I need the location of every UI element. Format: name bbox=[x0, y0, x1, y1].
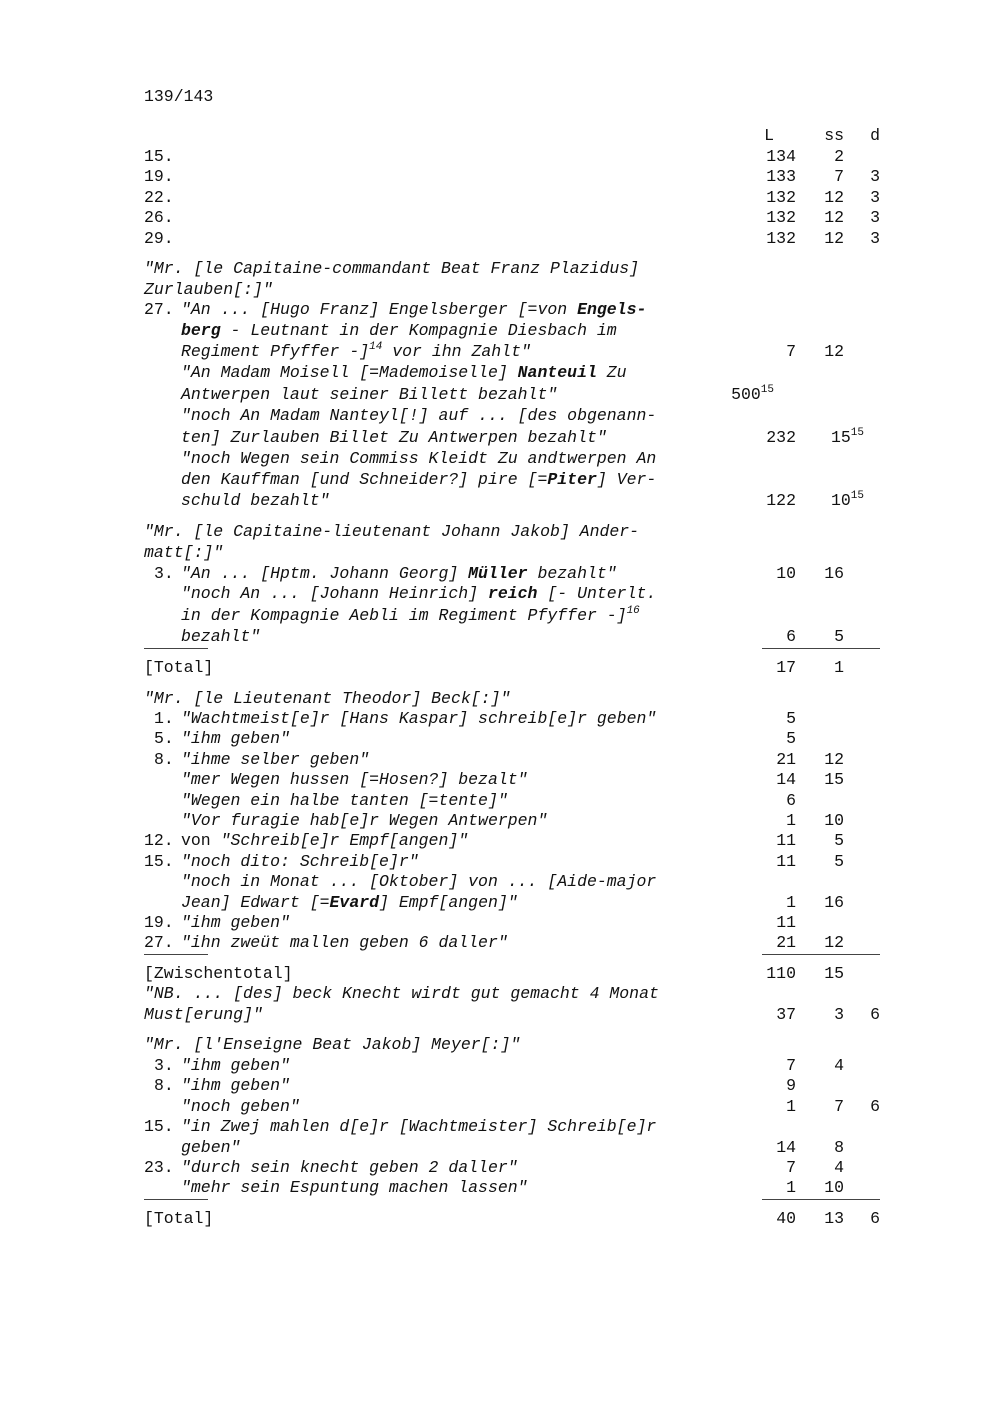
amount-deniers: 3 bbox=[870, 229, 880, 248]
entry-text bbox=[181, 605, 640, 626]
amount-sous: 13 bbox=[824, 1209, 844, 1228]
entry-text-part: ] Ver- bbox=[596, 470, 657, 489]
amount-livres: 17 bbox=[776, 658, 796, 677]
note-row bbox=[0, 983, 1000, 1004]
entry-text: "ihm geben" bbox=[181, 1056, 290, 1075]
day: 3. bbox=[154, 564, 174, 583]
short-rule bbox=[144, 648, 208, 649]
ledger-row bbox=[0, 1177, 1000, 1198]
amount-sous bbox=[800, 427, 864, 448]
entry-text: Antwerpen laut seiner Billett bezahlt" bbox=[181, 385, 558, 404]
page-reference-line bbox=[0, 86, 1000, 107]
day: 27. bbox=[144, 933, 174, 952]
amount-livres: 1 bbox=[786, 893, 796, 912]
ledger-row bbox=[0, 405, 1000, 426]
entry-text: "noch An Madam Nanteyl[!] auf ... [des obgenann- bbox=[181, 406, 657, 425]
ledger-row bbox=[0, 1116, 1000, 1137]
footnote-ref: 14 bbox=[369, 341, 383, 353]
name-bold: reich bbox=[487, 584, 538, 603]
entry-text-part: bezahlt" bbox=[527, 564, 617, 583]
name-bold: Piter bbox=[547, 470, 597, 489]
entry-text: "ihn zweüt mallen geben 6 daller" bbox=[181, 933, 508, 952]
ledger-row bbox=[0, 830, 1000, 851]
day: 8. bbox=[154, 750, 174, 769]
ledger-row bbox=[0, 448, 1000, 469]
day: 22. bbox=[144, 188, 174, 207]
amount-sous: 4 bbox=[834, 1158, 844, 1177]
entry-text: ten] Zurlauben Billet Zu Antwerpen bezahlt" bbox=[181, 428, 607, 447]
ledger-row bbox=[0, 299, 1000, 320]
entry-text bbox=[181, 892, 518, 913]
note-row bbox=[0, 1004, 1000, 1025]
amount-livres: 21 bbox=[776, 750, 796, 769]
page-reference: 139/143 bbox=[144, 87, 214, 106]
day: 27. bbox=[144, 300, 174, 319]
ledger-row bbox=[0, 228, 1000, 249]
entry-text bbox=[181, 563, 617, 584]
ledger-row bbox=[0, 871, 1000, 892]
ledger-row bbox=[0, 320, 1000, 341]
section-title: matt[:]" bbox=[144, 543, 224, 562]
amount-livres: 5 bbox=[786, 729, 796, 748]
entry-text-part: Regiment Pfyffer -] bbox=[181, 342, 370, 361]
section-title: Zurlauben[:]" bbox=[144, 280, 273, 299]
entry-text-part: "noch An ... [Johann Heinrich] bbox=[181, 584, 488, 603]
entry-text-part: "Schreib[e]r Empf[angen]" bbox=[220, 831, 469, 850]
column-header-row bbox=[0, 125, 1000, 146]
amount-sous: 16 bbox=[824, 564, 844, 583]
entry-text-part: Zu bbox=[596, 363, 627, 382]
amount-sous: 4 bbox=[834, 1056, 844, 1075]
ledger-row bbox=[0, 166, 1000, 187]
amount-livres: 6 bbox=[786, 791, 796, 810]
amount-sous: 12 bbox=[824, 750, 844, 769]
amount-livres: 10 bbox=[776, 564, 796, 583]
short-rule bbox=[144, 954, 208, 955]
ledger-row bbox=[0, 790, 1000, 811]
ledger-row bbox=[0, 892, 1000, 913]
entry-text bbox=[181, 830, 468, 851]
section-heading bbox=[0, 542, 1000, 563]
ledger-row bbox=[0, 1157, 1000, 1178]
amount-sous: 3 bbox=[834, 1005, 844, 1024]
ledger-row bbox=[0, 362, 1000, 383]
amount-value: 500 bbox=[731, 385, 761, 404]
amount-deniers: 3 bbox=[870, 167, 880, 186]
section-heading bbox=[0, 1034, 1000, 1055]
amount-value: 10 bbox=[830, 491, 851, 510]
amount-sous: 5 bbox=[834, 831, 844, 850]
section-heading bbox=[0, 688, 1000, 709]
amount-sous: 15 bbox=[824, 770, 844, 789]
amount-livres: 40 bbox=[776, 1209, 796, 1228]
entry-text bbox=[181, 583, 656, 604]
name-bold: Müller bbox=[468, 564, 528, 583]
amount-sous: 12 bbox=[824, 933, 844, 952]
entry-text-part: "An ... [Hugo Franz] Engelsberger [=von bbox=[181, 300, 578, 319]
amount-livres: 232 bbox=[766, 428, 796, 447]
entry-text: "mer Wegen hussen [=Hosen?] bezalt" bbox=[181, 770, 528, 789]
total-row bbox=[0, 657, 1000, 678]
amount-sous: 16 bbox=[824, 893, 844, 912]
day: 1. bbox=[154, 709, 174, 728]
entry-text bbox=[181, 320, 617, 341]
amount-livres: 7 bbox=[786, 1158, 796, 1177]
ledger-row bbox=[0, 469, 1000, 490]
amount-livres: 7 bbox=[786, 1056, 796, 1075]
section-heading bbox=[0, 521, 1000, 542]
amount-livres: 14 bbox=[776, 1138, 796, 1157]
amount-deniers: 6 bbox=[870, 1209, 880, 1228]
ledger-row bbox=[0, 583, 1000, 604]
ledger-row bbox=[0, 1137, 1000, 1158]
ledger-row bbox=[0, 207, 1000, 228]
ledger-row bbox=[0, 1075, 1000, 1096]
amount-livres: 21 bbox=[776, 933, 796, 952]
name-bold: Engels- bbox=[577, 300, 647, 319]
amount-livres: 14 bbox=[776, 770, 796, 789]
entry-text: schuld bezahlt" bbox=[181, 491, 330, 510]
entry-text: bezahlt" bbox=[181, 627, 261, 646]
ledger-row bbox=[0, 490, 1000, 511]
entry-text: "ihme selber geben" bbox=[181, 750, 370, 769]
section-title: "Mr. [le Lieutenant Theodor] Beck[:]" bbox=[144, 689, 511, 708]
amount-sous: 7 bbox=[834, 167, 844, 186]
day: 23. bbox=[144, 1158, 174, 1177]
note-text: "NB. ... [des] beck Knecht wirdt gut gemacht 4 Monat bbox=[144, 984, 659, 1003]
entry-text: "in Zwej mahlen d[e]r [Wachtmeister] Schreib[e]r bbox=[181, 1117, 657, 1136]
amount-sous: 10 bbox=[824, 811, 844, 830]
footnote-ref: 15 bbox=[760, 384, 774, 396]
amount-sous: 10 bbox=[824, 1178, 844, 1197]
section-title: "Mr. [le Capitaine-lieutenant Johann Jakob] Ander- bbox=[144, 522, 640, 541]
amount-sous: 12 bbox=[824, 208, 844, 227]
amount-sous: 12 bbox=[824, 342, 844, 361]
entry-text: "noch dito: Schreib[e]r" bbox=[181, 852, 419, 871]
amount-sous: 15 bbox=[824, 964, 844, 983]
footnote-ref: 15 bbox=[850, 490, 864, 502]
entry-text-part: den Kauffman [und Schneider?] pire [= bbox=[181, 470, 548, 489]
amount-livres: 132 bbox=[766, 188, 796, 207]
day: 15. bbox=[144, 1117, 174, 1136]
amount-livres: 133 bbox=[766, 167, 796, 186]
ledger-row bbox=[0, 810, 1000, 831]
entry-text-part: - Leutnant in der Kompagnie Diesbach im bbox=[220, 321, 617, 340]
ledger-row bbox=[0, 749, 1000, 770]
entry-text-part: "An Madam Moisell [=Mademoiselle] bbox=[181, 363, 518, 382]
entry-text: "ihm geben" bbox=[181, 729, 290, 748]
entry-text bbox=[181, 299, 646, 320]
amount-sous: 2 bbox=[834, 147, 844, 166]
total-row bbox=[0, 1208, 1000, 1229]
entry-text-part: von bbox=[181, 831, 221, 850]
entry-text-part: in der Kompagnie Aebli im Regiment Pfyffer -] bbox=[181, 606, 627, 625]
entry-text: "noch geben" bbox=[181, 1097, 300, 1116]
sum-rule bbox=[762, 954, 880, 955]
section-title: "Mr. [le Capitaine-commandant Beat Franz Plazidus] bbox=[144, 259, 640, 278]
amount-livres: 11 bbox=[776, 913, 796, 932]
ledger-row bbox=[0, 728, 1000, 749]
day: 15. bbox=[144, 852, 174, 871]
amount-livres: 11 bbox=[776, 831, 796, 850]
amount-sous bbox=[800, 490, 864, 511]
entry-text-part: [- Unterlt. bbox=[537, 584, 657, 603]
ledger-row bbox=[0, 1055, 1000, 1076]
entry-text: "Vor furagie hab[e]r Wegen Antwerpen" bbox=[181, 811, 548, 830]
entry-text bbox=[181, 362, 627, 383]
amount-deniers: 3 bbox=[870, 188, 880, 207]
ledger-row bbox=[0, 626, 1000, 647]
entry-text-part: vor ihn Zahlt" bbox=[382, 342, 531, 361]
ledger-row bbox=[0, 769, 1000, 790]
ledger-row bbox=[0, 427, 1000, 448]
ledger-row bbox=[0, 563, 1000, 584]
col-header-deniers: d bbox=[870, 126, 880, 145]
short-rule bbox=[144, 1199, 208, 1200]
entry-text: "durch sein knecht geben 2 daller" bbox=[181, 1158, 518, 1177]
amount-value: 15 bbox=[830, 428, 851, 447]
entry-text: "ihm geben" bbox=[181, 913, 290, 932]
entry-text: "ihm geben" bbox=[181, 1076, 290, 1095]
ledger-row bbox=[0, 1096, 1000, 1117]
amount-sous: 12 bbox=[824, 188, 844, 207]
entry-text: geben" bbox=[181, 1138, 241, 1157]
subtotal-row bbox=[0, 963, 1000, 984]
amount-livres bbox=[712, 384, 774, 405]
ledger-row bbox=[0, 912, 1000, 933]
day: 29. bbox=[144, 229, 174, 248]
entry-text-part: "An ... [Hptm. Johann Georg] bbox=[181, 564, 469, 583]
footnote-ref: 15 bbox=[850, 427, 864, 439]
footnote-ref: 16 bbox=[626, 605, 640, 617]
section-heading bbox=[0, 279, 1000, 300]
ledger-row bbox=[0, 187, 1000, 208]
name-bold: Nanteuil bbox=[517, 363, 597, 382]
amount-livres: 134 bbox=[766, 147, 796, 166]
total-label: [Total] bbox=[144, 1209, 214, 1228]
amount-sous: 7 bbox=[834, 1097, 844, 1116]
amount-deniers: 6 bbox=[870, 1005, 880, 1024]
amount-sous: 8 bbox=[834, 1138, 844, 1157]
entry-text: "noch Wegen sein Commiss Kleidt Zu andtwerpen An bbox=[181, 449, 657, 468]
amount-livres: 6 bbox=[786, 627, 796, 646]
entry-text: "Wegen ein halbe tanten [=tente]" bbox=[181, 791, 508, 810]
entry-text-part: ] Empf[angen]" bbox=[379, 893, 518, 912]
section-heading bbox=[0, 258, 1000, 279]
ledger-row bbox=[0, 605, 1000, 626]
ledger-row bbox=[0, 932, 1000, 953]
ledger-row bbox=[0, 341, 1000, 362]
total-label: [Total] bbox=[144, 658, 214, 677]
amount-livres: 1 bbox=[786, 811, 796, 830]
entry-text bbox=[181, 341, 531, 362]
entry-text: "noch in Monat ... [Oktober] von ... [Aide-major bbox=[181, 872, 657, 891]
day: 15. bbox=[144, 147, 174, 166]
amount-livres: 1 bbox=[786, 1097, 796, 1116]
amount-livres: 7 bbox=[786, 342, 796, 361]
sum-rule bbox=[762, 648, 880, 649]
amount-livres: 110 bbox=[766, 964, 796, 983]
entry-text-part: Jean] Edwart [= bbox=[181, 893, 330, 912]
ledger-row bbox=[0, 384, 1000, 405]
subtotal-label: [Zwischentotal] bbox=[144, 964, 293, 983]
amount-livres: 5 bbox=[786, 709, 796, 728]
col-header-livres: L bbox=[764, 126, 774, 145]
amount-livres: 122 bbox=[766, 491, 796, 510]
day: 5. bbox=[154, 729, 174, 748]
day: 8. bbox=[154, 1076, 174, 1095]
entry-text: "mehr sein Espuntung machen lassen" bbox=[181, 1178, 528, 1197]
amount-sous: 5 bbox=[834, 852, 844, 871]
day: 19. bbox=[144, 913, 174, 932]
name-bold: Evard bbox=[329, 893, 380, 912]
sum-rule bbox=[762, 1199, 880, 1200]
ledger-row bbox=[0, 146, 1000, 167]
day: 26. bbox=[144, 208, 174, 227]
day: 19. bbox=[144, 167, 174, 186]
amount-livres: 1 bbox=[786, 1178, 796, 1197]
amount-deniers: 6 bbox=[870, 1097, 880, 1116]
amount-deniers: 3 bbox=[870, 208, 880, 227]
day: 12. bbox=[144, 831, 174, 850]
amount-livres: 37 bbox=[776, 1005, 796, 1024]
amount-sous: 12 bbox=[824, 229, 844, 248]
amount-livres: 132 bbox=[766, 208, 796, 227]
entry-text: "Wachtmeist[e]r [Hans Kaspar] schreib[e]r geben" bbox=[181, 709, 657, 728]
amount-livres: 11 bbox=[776, 852, 796, 871]
note-text: Must[erung]" bbox=[144, 1005, 263, 1024]
ledger-row bbox=[0, 851, 1000, 872]
amount-sous: 5 bbox=[834, 627, 844, 646]
amount-sous: 1 bbox=[834, 658, 844, 677]
amount-livres: 132 bbox=[766, 229, 796, 248]
entry-text bbox=[181, 469, 656, 490]
name-bold: berg bbox=[181, 321, 221, 340]
day: 3. bbox=[154, 1056, 174, 1075]
col-header-sous: ss bbox=[824, 126, 844, 145]
amount-livres: 9 bbox=[786, 1076, 796, 1095]
section-title: "Mr. [l'Enseigne Beat Jakob] Meyer[:]" bbox=[144, 1035, 521, 1054]
ledger-row bbox=[0, 708, 1000, 729]
